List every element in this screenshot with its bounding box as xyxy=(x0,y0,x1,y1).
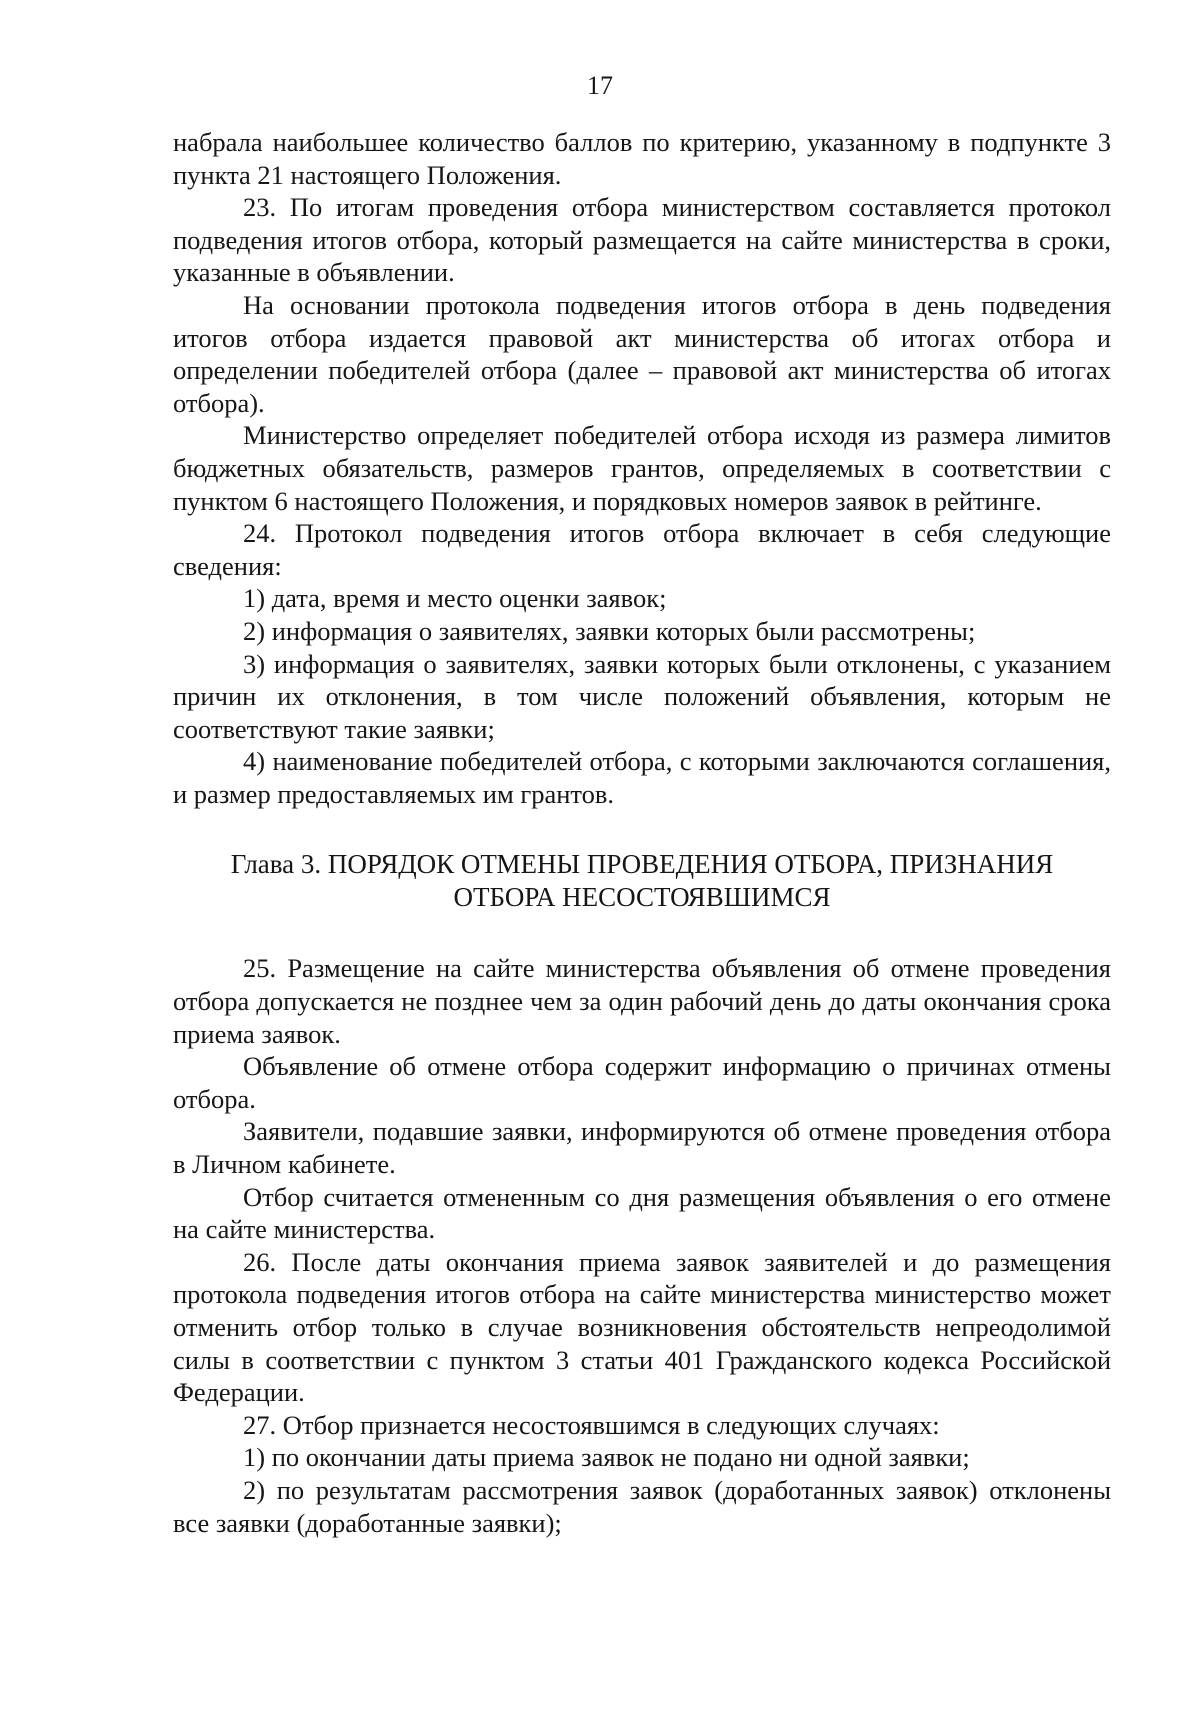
chapter-heading-line-1: Глава 3. ПОРЯДОК ОТМЕНЫ ПРОВЕДЕНИЯ ОТБОРА, ПРИЗНАНИЯ xyxy=(230,849,1054,880)
paragraph: Объявление об отмене отбора содержит информацию о причинах отмены отбора. xyxy=(173,1051,1111,1114)
paragraph: 23. По итогам проведения отбора министерством составляется протокол подведения итогов отбора, который размещается на сайте министерства в сроки, указанные в объявлении. xyxy=(173,192,1111,288)
list-item: 3) информация о заявителях, заявки которых были отклонены, с указанием причин их отклонения, в том числе положений объявления, которым не соответствуют такие заявки; xyxy=(173,648,1111,744)
paragraph: Министерство определяет победителей отбора исходя из размера лимитов бюджетных обязательств, размеров грантов, определяемых в соответствии с пунктом 6 настоящего Положения, и порядковых номеров заявок в рейтинге. xyxy=(173,420,1111,516)
paragraph: На основании протокола подведения итогов отбора в день подведения итогов отбора издается правовой акт министерства об итогах отбора и определении победителей отбора (далее – правовой акт министерства об итогах отбора). xyxy=(173,289,1111,418)
list-item: 1) дата, время и место оценки заявок; xyxy=(243,583,667,614)
paragraph: набрала наибольшее количество баллов по критерию, указанному в подпункте 3 пункта 21 настоящего Положения. xyxy=(173,127,1111,190)
list-item: 4) наименование победителей отбора, с которыми заключаются соглашения, и размер предоставляемых им грантов. xyxy=(173,746,1111,809)
list-item: 1) по окончании даты приема заявок не подано ни одной заявки; xyxy=(243,1442,970,1473)
document-body xyxy=(173,126,1111,1539)
chapter-heading xyxy=(173,848,1111,914)
paragraph: 25. Размещение на сайте министерства объявления об отмене проведения отбора допускается не позднее чем за один рабочий день до даты окончания срока приема заявок. xyxy=(173,953,1111,1049)
paragraphs-before-chapter xyxy=(173,126,1111,810)
paragraph: Отбор считается отмененным со дня размещения объявления о его отмене на сайте министерства. xyxy=(173,1181,1111,1245)
list-item: 2) информация о заявителях, заявки которых были рассмотрены; xyxy=(243,615,976,646)
paragraph: 27. Отбор признается несостоявшимся в следующих случаях: xyxy=(243,1409,940,1440)
paragraph: 24. Протокол подведения итогов отбора включает в себя следующие сведения: xyxy=(173,518,1111,581)
paragraph: Заявители, подавшие заявки, информируются об отмене проведения отбора в Личном кабинете. xyxy=(173,1116,1111,1180)
page-number: 17 xyxy=(587,71,613,100)
list-item: 2) по результатам рассмотрения заявок (доработанных заявок) отклонены все заявки (доработанные заявки); xyxy=(173,1474,1111,1538)
chapter-heading-line-2: ОТБОРА НЕСОСТОЯВШИМСЯ xyxy=(453,882,831,913)
paragraph: 26. После даты окончания приема заявок заявителей и до размещения протокола подведения итогов отбора на сайте министерства министерство может отменить отбор только в случае возникновения обстоятельств непреодолимой силы в соответствии с пунктом 3 статьи 401 Гражданского кодекса Российской Федерации. xyxy=(173,1246,1111,1408)
paragraphs-after-chapter xyxy=(173,952,1111,1539)
